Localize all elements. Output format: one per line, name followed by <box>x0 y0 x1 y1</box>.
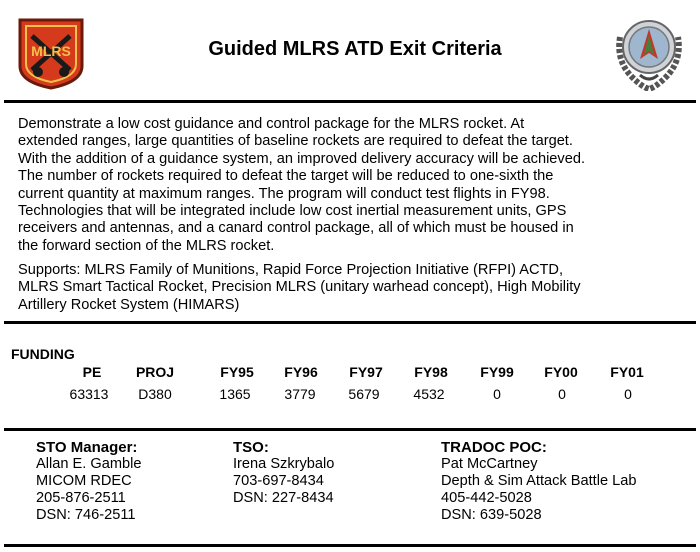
contact-line: DSN: 227-8434 <box>233 490 334 506</box>
contact-line: Irena Szkrybalo <box>233 456 335 472</box>
contact-heading: TSO: <box>233 439 269 456</box>
supports-line: MLRS Smart Tactical Rocket, Precision MLRS (unitary warhead concept), High Mobility <box>18 279 581 296</box>
mlrs-logo-text: MLRS <box>31 43 71 59</box>
supports-line: Artillery Rocket System (HIMARS) <box>18 296 240 313</box>
funding-header-cell: PROJ <box>135 364 175 380</box>
sto-manager-contact <box>36 439 141 524</box>
funding-value-cell: 0 <box>493 386 501 402</box>
tradoc-poc-contact <box>441 439 637 524</box>
funding-value-cell: 0 <box>624 386 632 402</box>
funding-value-cell: 4532 <box>413 386 445 402</box>
supports-line: Supports: MLRS Family of Munitions, Rapid Force Projection Initiative (RFPI) ACTD, <box>18 262 564 278</box>
funding-table <box>0 362 700 406</box>
description-line: Demonstrate a low cost guidance and control package for the MLRS rocket. At <box>18 116 525 132</box>
page-title: Guided MLRS ATD Exit Criteria <box>208 38 502 60</box>
funding-value-cell: D380 <box>138 386 172 402</box>
contact-line: 703-697-8434 <box>233 473 324 489</box>
description-line: receivers and antennas, and a canard control package, all of which must be housed in <box>18 220 574 237</box>
funding-header-cell: FY00 <box>544 364 578 380</box>
header-divider <box>4 100 696 103</box>
army-seal <box>612 13 686 91</box>
funding-header-cell: FY01 <box>610 364 644 380</box>
contact-line: MICOM RDEC <box>36 473 132 489</box>
funding-header-cell: FY98 <box>414 364 448 380</box>
funding-value-cell: 63313 <box>69 386 109 402</box>
description-divider <box>4 321 696 324</box>
funding-value-cell: 0 <box>558 386 566 402</box>
funding-header-cell: FY95 <box>220 364 254 380</box>
description-paragraph <box>18 116 686 255</box>
contact-line: Pat McCartney <box>441 456 538 472</box>
mlrs-logo <box>16 14 86 90</box>
contact-line: DSN: 639-5028 <box>441 507 542 523</box>
contact-line: DSN: 746-2511 <box>36 507 136 523</box>
contact-line: 205-876-2511 <box>36 490 126 506</box>
funding-value-cell: 5679 <box>348 386 380 402</box>
funding-header-cell: PE <box>82 364 102 380</box>
funding-label: FUNDING <box>11 346 75 362</box>
description-line: extended ranges, large quantities of baseline rockets are required to defeat the target. <box>18 133 573 150</box>
funding-value-cell: 1365 <box>219 386 251 402</box>
funding-header-cell: FY97 <box>349 364 383 380</box>
tso-contact <box>233 439 334 507</box>
contact-heading: STO Manager: <box>36 439 138 456</box>
description-line: the forward section of the MLRS rocket. <box>18 237 275 254</box>
funding-header-cell: FY96 <box>284 364 318 380</box>
contact-heading: TRADOC POC: <box>441 439 547 456</box>
contact-line: Allan E. Gamble <box>36 456 142 472</box>
description-line: The number of rockets required to defeat the target will be reduced to one-sixth the <box>18 168 554 185</box>
mlrs-crossed-cannons-icon <box>16 14 86 90</box>
funding-value-cell: 3779 <box>284 386 316 402</box>
description-line: With the addition of a guidance system, an improved delivery accuracy will be achieved. <box>18 150 586 167</box>
army-seal-icon <box>612 13 686 91</box>
funding-header-cell: FY99 <box>480 364 514 380</box>
footer-divider <box>4 544 696 547</box>
description-line: Technologies that will be integrated include low cost inertial measurement units, GPS <box>18 203 567 220</box>
contact-line: Depth & Sim Attack Battle Lab <box>441 473 637 489</box>
funding-divider <box>4 428 696 431</box>
contact-line: 405-442-5028 <box>441 490 532 506</box>
description-line: current quantity at maximum ranges. The program will conduct test flights in FY98. <box>18 185 550 202</box>
supports-paragraph <box>18 262 686 314</box>
